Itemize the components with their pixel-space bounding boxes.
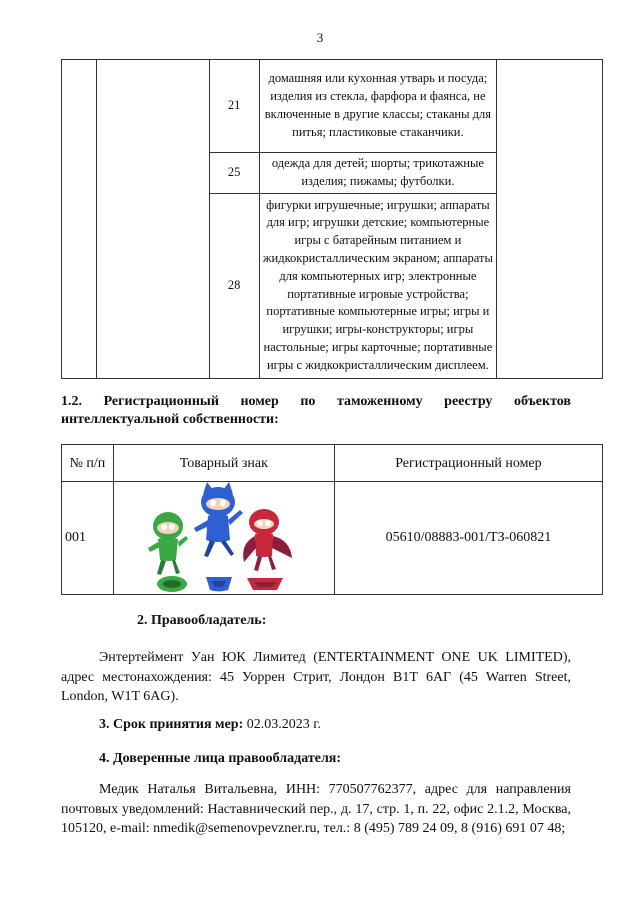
header-trademark: Товарный знак: [113, 445, 334, 482]
row-number: 001: [62, 482, 114, 595]
page-number: 3: [316, 30, 324, 45]
table-row: [62, 482, 603, 595]
classes-table: [61, 59, 603, 379]
section-heading-4: [61, 750, 571, 768]
term-heading: 3. Срок принятия мер:: [99, 717, 244, 732]
class-description: домашняя или кухонная утварь и посуда; изделия из стекла, фарфора и фаянса, не включенные в другие классы; стаканы для питья; пластиковые стаканчики.: [259, 60, 497, 153]
class-description: фигурки игрушечные; игрушки; аппараты для игр; игрушки детские; компьютерные игры с батарейным питанием и жидкокристаллическим экраном; аппараты для компьютерных игр; электронные портативные игровые устройства; портативные компьютерные игры; игры и игрушки; игры-конструкторы; игры настольные; игры карточные; портативные игры с жидкокристаллическим дисплеем.: [259, 193, 497, 378]
section-heading-1-2: 1.2. Регистрационный номер по таможенному реестру объектов интеллектуальной собственности:: [61, 394, 571, 427]
class-description: одежда для детей; шорты; трикотажные изделия; пижамы; футболки.: [259, 153, 497, 194]
empty-cell: [96, 60, 209, 379]
header-registration: Регистрационный номер: [334, 445, 602, 482]
owlette-figure: [243, 509, 292, 571]
catboy-figure: [194, 482, 243, 557]
class-number: 21: [209, 60, 259, 153]
section-3: [61, 715, 571, 735]
rightholder-heading: 2. Правообладатель:: [137, 613, 267, 628]
trustees-heading: 4. Доверенные лица правообладателя:: [99, 751, 342, 766]
term-value: 02.03.2023 г.: [246, 717, 321, 732]
header-number: № п/п: [62, 445, 114, 482]
registration-number: 05610/08883-001/ТЗ-060821: [334, 482, 602, 595]
registry-table: [61, 444, 603, 595]
pj-masks-characters-image: [114, 482, 334, 594]
trademark-cell: [113, 482, 334, 595]
table-header-row: [62, 445, 603, 482]
rightholder-text: Энтертеймент Уан ЮК Лимитед (ENTERTAINMENT ONE UK LIMITED), адрес местонахождения: 45 Уоррен Стрит, Лондон В1Т 6АГ (45 Warren Street, London, W1T 6AG).: [61, 650, 571, 705]
section-heading-2: [61, 612, 571, 630]
empty-cell: [497, 60, 603, 379]
empty-cell: [62, 60, 97, 379]
trustees-text: Медик Наталья Витальевна, ИНН: 770507762377, адрес для направления почтовых уведомлений: Наставнический пер., д. 17, стр. 1, п. 22, офис 2.1.2, Москва, 105120, e-mail: nmedik@semenovpevzner.ru, тел.: 8 (495) 789 24 09, 8 (916) 691 07 48;: [61, 782, 571, 837]
class-number: 25: [209, 153, 259, 194]
gekko-figure: [148, 512, 188, 575]
class-number: 28: [209, 193, 259, 378]
emblem-icons: [157, 576, 283, 592]
table-row: [62, 60, 603, 153]
